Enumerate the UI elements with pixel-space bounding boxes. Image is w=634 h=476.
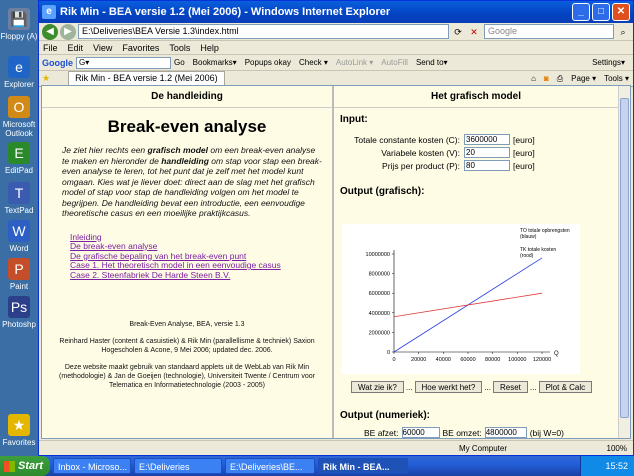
footer-authors: Reinhard Haster (content & casuistiek) & Rik Min (parallellisme & techniek) Saxion Hogescholen & Acone, 9 Mei 2006; updated dec. 2006.: [59, 338, 315, 354]
address-text: E:\Deliveries\BEA Versie 1.3\index.html: [82, 26, 239, 36]
menu-item[interactable]: Edit: [67, 42, 84, 53]
desktop-icon-label: TextPad: [4, 206, 34, 215]
y-tick-label: 0: [386, 350, 390, 356]
be-row: [334, 427, 618, 438]
unit-label: [euro]: [513, 134, 535, 145]
desktop-icon[interactable]: [0, 414, 38, 447]
taskbar: [0, 456, 634, 476]
be-omzet-field[interactable]: [485, 427, 527, 438]
system-tray: [580, 456, 634, 476]
input-field[interactable]: [464, 147, 510, 158]
app-icon: P: [8, 258, 30, 280]
desktop-icon-label: EditPad: [4, 166, 34, 175]
menu-item[interactable]: File: [43, 42, 58, 53]
break-even-chart: [342, 224, 580, 374]
address-bar: [39, 23, 633, 41]
desktop-icon-label: Favorites: [2, 438, 36, 447]
x-tick-label: 60000: [460, 357, 476, 363]
search-input[interactable]: Google: [484, 24, 614, 39]
x-axis-label: Q: [554, 351, 559, 357]
be-afzet-field[interactable]: [402, 427, 440, 438]
desktop-icon-label: Microsoft Outlook: [2, 120, 36, 138]
taskbar-item[interactable]: Rik Min - BEA...: [318, 458, 408, 474]
y-tick-label: 2000000: [368, 330, 390, 337]
title-bar[interactable]: [39, 1, 633, 23]
forward-button[interactable]: ▶: [60, 24, 76, 40]
y-tick-label: 10000000: [365, 252, 390, 258]
popups-button[interactable]: Popups okay: [244, 58, 291, 67]
google-toolbar: [39, 55, 633, 71]
check-button[interactable]: Check ▾: [298, 58, 328, 67]
taskbar-item[interactable]: E:\Deliveries: [134, 458, 222, 474]
desktop-icon[interactable]: [0, 220, 38, 253]
model-pane: [334, 86, 618, 438]
taskbar-items: [50, 458, 408, 474]
x-tick-label: 100000: [508, 357, 527, 363]
input-row: [334, 146, 618, 159]
desktop-icon-label: Floppy (A): [0, 32, 38, 41]
settings-button[interactable]: Settings▾: [592, 58, 625, 67]
search-icon[interactable]: ⌕: [620, 26, 626, 37]
legend-label: (rood): [520, 253, 534, 259]
legend-label: TK totale kosten: [520, 247, 557, 253]
google-search-input[interactable]: G▾: [76, 57, 171, 69]
app-icon: E: [8, 142, 30, 164]
page-menu[interactable]: Page ▾: [571, 73, 597, 83]
ie-icon: e: [42, 5, 56, 19]
y-tick-label: 8000000: [368, 271, 390, 278]
menu-item[interactable]: View: [93, 42, 113, 53]
desktop-icon-label: Paint: [9, 282, 29, 291]
manual-pane: [42, 86, 334, 438]
manual-link[interactable]: De break-even analyse: [70, 241, 158, 251]
footer-note: Deze website maakt gebruik van standaard applets uit de WebLab van Rik Min (methodologie) & Jan de Goeijen (technologie), Universiteit Twente / Centrum voor Telematica en Informatietechnologie (2003 - 2005): [59, 364, 315, 389]
maximize-button[interactable]: □: [592, 3, 610, 21]
taskbar-item[interactable]: E:\Deliveries\BE...: [225, 458, 315, 474]
page-content: [41, 85, 631, 439]
input-field[interactable]: [464, 160, 510, 171]
input-field[interactable]: [464, 134, 510, 145]
menu-item[interactable]: Tools: [169, 42, 191, 53]
numeric-output: [334, 404, 618, 438]
desktop-icon-label: Photoshp: [2, 320, 36, 329]
google-go-button[interactable]: Go: [174, 58, 185, 67]
footer: [42, 320, 332, 390]
legend-label: (blauw): [520, 234, 537, 240]
app-icon: O: [8, 96, 30, 118]
desktop-icon[interactable]: [0, 182, 38, 215]
app-icon: 💾: [8, 8, 30, 30]
autofill-button[interactable]: AutoFill: [381, 58, 408, 67]
zoom-level[interactable]: 100%: [606, 443, 627, 453]
manual-links: [42, 219, 332, 281]
series-line: [394, 293, 542, 317]
tab-tools: [523, 74, 633, 84]
app-icon: Ps: [8, 296, 30, 318]
x-tick-label: 120000: [532, 357, 552, 363]
manual-link[interactable]: Inleiding: [70, 231, 102, 242]
app-icon: ★: [8, 414, 30, 436]
back-button[interactable]: ◀: [42, 24, 58, 40]
input-row: [334, 133, 618, 146]
intro-text: Je ziet hier rechts een grafisch model om een break-even analyse te maken en hieronder de handleiding om stap voor stap een break-even analyse te leren, tot het punt dat je zelf met het model kunt omgaan. Kies wat je liever doet: direct aan de slag met het grafisch model of stap voor stap de handleiding volgen om het model te begrijpen. De handleiding bevat een introductie, een eenvoudige theoretische casus en een moeilijke praktijkcasus.: [62, 145, 322, 218]
favorites-star-icon[interactable]: ★: [42, 73, 51, 83]
reset-button[interactable]: Reset: [493, 381, 528, 393]
app-icon: e: [8, 56, 30, 78]
output-graph-title: Output (grafisch):: [340, 186, 425, 197]
unit-label: [euro]: [513, 147, 535, 158]
manual-link[interactable]: De grafische bepaling van het break-even punt: [70, 250, 247, 261]
plot-calc-button[interactable]: Plot & Calc: [539, 381, 593, 393]
desktop-icon[interactable]: [0, 8, 38, 41]
app-icon: T: [8, 182, 30, 204]
x-tick-label: 40000: [435, 357, 451, 363]
scroll-thumb[interactable]: [620, 98, 629, 418]
separator-dots: ...: [405, 382, 413, 392]
print-icon[interactable]: ⎙: [556, 73, 564, 83]
clock: 15:52: [605, 461, 628, 471]
input-title: Input:: [340, 114, 368, 125]
button-row: [351, 381, 592, 393]
windows-logo-icon: [4, 461, 15, 472]
desktop-icon[interactable]: [0, 296, 38, 329]
desktop-icon-label: Word: [9, 244, 29, 253]
desktop-icon[interactable]: [0, 258, 38, 291]
separator-dots: ...: [529, 382, 537, 392]
input-fields: [334, 133, 618, 172]
status-bar: [39, 440, 633, 455]
home-icon[interactable]: ⌂: [531, 73, 536, 83]
menu-item[interactable]: Favorites: [122, 42, 160, 53]
feeds-icon[interactable]: ◙: [543, 73, 549, 83]
be-afzet-label: BE afzet:: [364, 427, 399, 438]
desktop-icon[interactable]: [0, 56, 38, 89]
x-tick-label: 20000: [411, 357, 427, 363]
sendto-button[interactable]: Send to▾: [415, 58, 448, 67]
window-title: Rik Min - BEA versie 1.2 (Mei 2006) - Windows Internet Explorer: [60, 6, 391, 18]
taskbar-item[interactable]: Inbox - Microso...: [53, 458, 131, 474]
scrollbar[interactable]: [618, 86, 630, 438]
close-button[interactable]: ✕: [612, 3, 630, 21]
zone-text: My Computer: [459, 443, 508, 453]
autolink-button[interactable]: AutoLink ▾: [335, 58, 374, 67]
google-logo: Google: [42, 57, 73, 68]
manual-header: De handleiding: [42, 86, 332, 108]
how-does-it-work-button[interactable]: Hoe werkt het?: [415, 381, 483, 393]
y-tick-label: 4000000: [368, 310, 390, 317]
model-header: Het grafisch model: [334, 86, 618, 108]
manual-link[interactable]: Case 1. Het theoretisch model in een eenvoudige casus: [70, 260, 281, 270]
y-tick-label: 6000000: [368, 291, 390, 298]
be-omzet-label: BE omzet:: [442, 427, 482, 438]
tools-menu[interactable]: Tools ▾: [604, 73, 629, 83]
input-row: [334, 159, 618, 172]
x-tick-label: 80000: [485, 357, 501, 363]
input-label: Variabele kosten (V):: [381, 147, 460, 158]
refresh-icon[interactable]: ⟳: [454, 26, 462, 37]
output-num-title: Output (numeriek):: [340, 410, 430, 421]
desktop-icon[interactable]: [0, 142, 38, 175]
what-do-i-see-button[interactable]: Wat zie ik?: [351, 381, 404, 393]
be-note: (bij W=0): [529, 427, 564, 438]
start-button[interactable]: Start: [0, 456, 50, 476]
input-label: Totale constante kosten (C):: [354, 134, 460, 145]
desktop-icon-label: Explorer: [4, 80, 34, 89]
unit-label: [euro]: [513, 160, 535, 171]
input-label: Prijs per product (P):: [382, 160, 460, 171]
page-title: Break-even analyse: [107, 117, 267, 136]
minimize-button[interactable]: _: [572, 3, 590, 21]
x-tick-label: 0: [392, 357, 396, 363]
footer-version: Break-Even Analyse, BEA, versie 1.3: [129, 321, 245, 328]
menu-item[interactable]: Help: [200, 42, 219, 53]
separator-dots: ...: [484, 382, 491, 392]
manual-link[interactable]: Case 2. Steenfabriek De Harde Steen B.V.: [70, 269, 231, 280]
tab-active[interactable]: Rik Min - BEA versie 1.2 (Mei 2006): [68, 71, 225, 86]
bookmarks-button[interactable]: Bookmarks▾: [192, 58, 237, 67]
menu-bar: [39, 41, 633, 55]
browser-window: [38, 0, 634, 456]
desktop-icon[interactable]: [0, 96, 38, 138]
stop-icon[interactable]: ✕: [470, 26, 478, 37]
address-input[interactable]: [78, 24, 449, 39]
legend-label: TO totale opbrengsten: [520, 228, 570, 234]
app-icon: W: [8, 220, 30, 242]
